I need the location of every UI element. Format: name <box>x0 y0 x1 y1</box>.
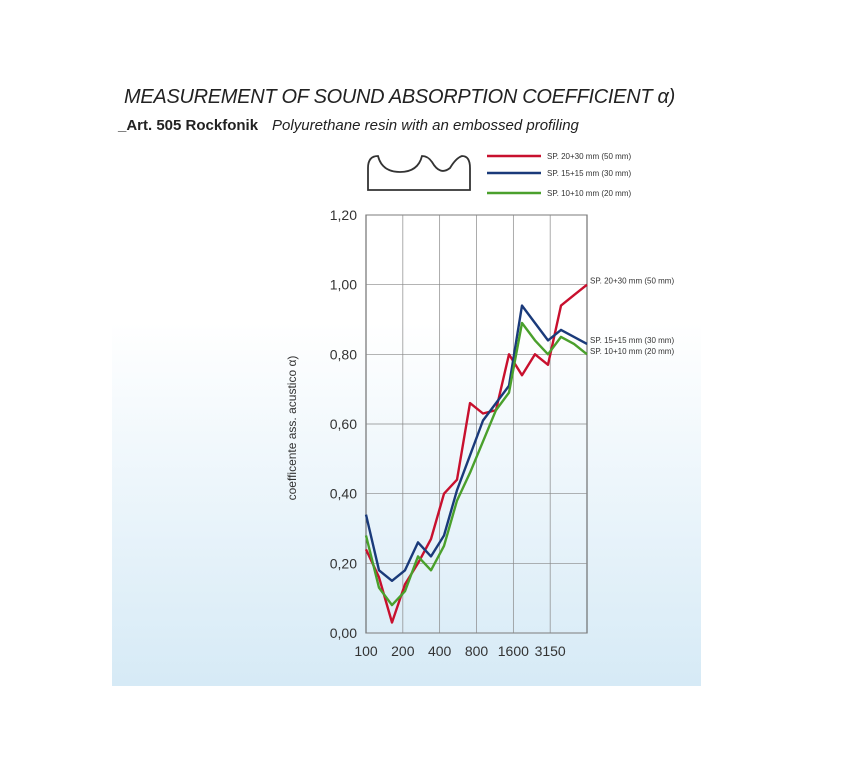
legend-label: SP. 20+30 mm (50 mm) <box>547 152 632 161</box>
series-end-label: SP. 10+10 mm (20 mm) <box>590 346 675 356</box>
series-end-label: SP. 20+30 mm (50 mm) <box>590 276 675 286</box>
embossed-profile-icon <box>368 156 470 190</box>
x-tick-label: 200 <box>391 643 415 659</box>
y-tick-label: 1,20 <box>329 207 357 223</box>
plot-grid <box>366 215 587 633</box>
legend-label: SP. 15+15 mm (30 mm) <box>547 169 632 178</box>
y-tick-label: 0,20 <box>329 555 357 572</box>
y-axis-label: coefficente ass. acustico α) <box>285 355 299 501</box>
x-tick-label: 400 <box>427 643 452 659</box>
axes <box>330 207 566 659</box>
series-end-labels <box>590 277 674 356</box>
x-tick-label: 100 <box>354 643 378 659</box>
x-tick-label: 3150 <box>534 643 566 659</box>
y-tick-label: 1,00 <box>329 276 357 293</box>
chart-title: MEASUREMENT OF SOUND ABSORPTION COEFFICIENT α) <box>124 86 675 108</box>
legend-label: SP. 10+10 mm (20 mm) <box>547 189 632 198</box>
y-tick-label: 0,00 <box>329 625 357 641</box>
y-tick-label: 0,80 <box>329 346 357 363</box>
y-tick-label: 0,60 <box>329 416 357 432</box>
series-end-label: SP. 15+15 mm (30 mm) <box>590 335 675 345</box>
product-description: Polyurethane resin with an embossed profiling <box>272 117 579 134</box>
x-tick-label: 1600 <box>497 643 529 659</box>
y-tick-label: 0,40 <box>329 485 357 502</box>
article-code: _Art. 505 Rockfonik <box>118 117 259 134</box>
legend <box>487 152 631 198</box>
x-tick-label: 800 <box>464 643 489 659</box>
